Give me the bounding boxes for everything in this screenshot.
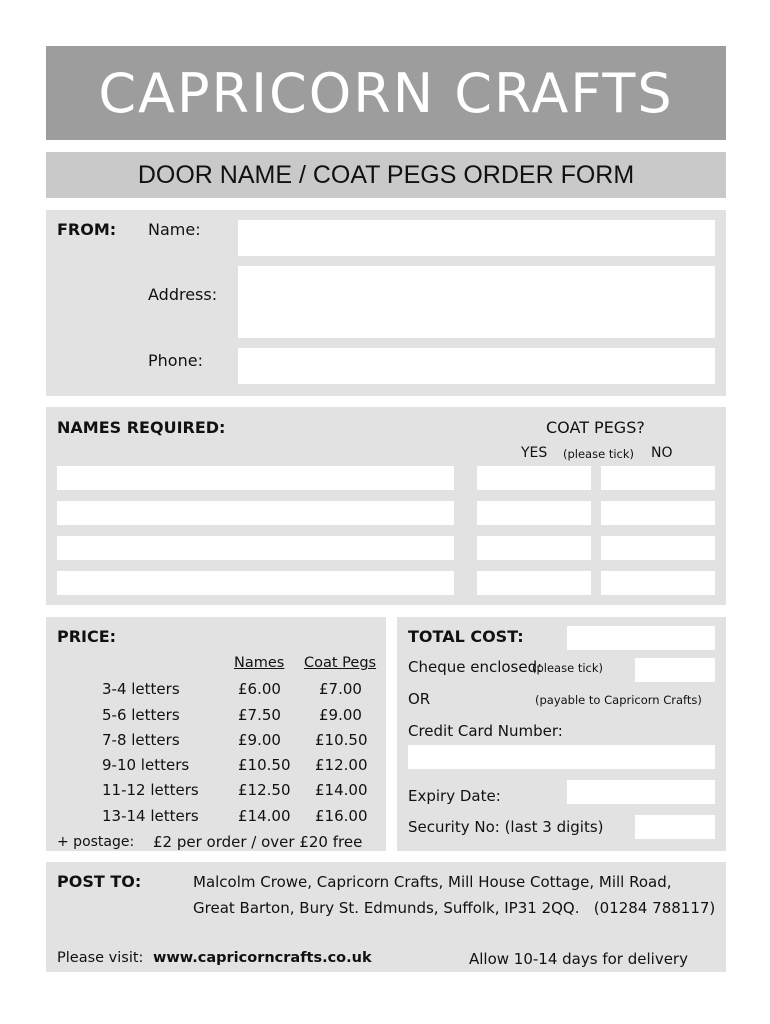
price-letters: 11-12 letters [102, 781, 199, 799]
price-letters: 3-4 letters [102, 680, 180, 698]
visit-label: Please visit: [57, 950, 144, 966]
name-label: Name: [148, 220, 201, 239]
no-label: NO [651, 445, 673, 461]
total-cost-field[interactable] [567, 626, 715, 650]
coat-pegs-yes-box[interactable] [477, 571, 591, 595]
expiry-label: Expiry Date: [408, 787, 501, 805]
name-required-input[interactable] [57, 501, 454, 525]
address-label: Address: [148, 285, 218, 304]
coat-pegs-no-box[interactable] [601, 501, 715, 525]
price-names: £14.00 [238, 807, 291, 825]
form-subtitle: DOOR NAME / COAT PEGS ORDER FORM [137, 161, 635, 189]
yes-label: YES [521, 445, 548, 461]
or-label: OR [408, 690, 431, 708]
coat-pegs-heading: COAT PEGS? [546, 418, 645, 437]
website-link[interactable]: www.capricorncrafts.co.uk [153, 950, 372, 966]
post-to-heading: POST TO: [57, 872, 142, 891]
name-field[interactable] [238, 220, 715, 256]
cheque-tick-box[interactable] [635, 658, 715, 682]
price-coat-pegs: £14.00 [315, 781, 368, 799]
price-coat-pegs: £7.00 [319, 680, 362, 698]
security-label: Security No: (last 3 digits) [408, 818, 604, 836]
price-names: £6.00 [238, 680, 281, 698]
coat-pegs-yes-box[interactable] [477, 501, 591, 525]
cheque-hint: (please tick) [532, 661, 603, 675]
postage-label: + postage: [57, 834, 135, 850]
security-field[interactable] [635, 815, 715, 839]
phone-field[interactable] [238, 348, 715, 384]
price-coat-pegs: £9.00 [319, 706, 362, 724]
names-required-heading: NAMES REQUIRED: [57, 418, 226, 437]
price-coat-pegs: £10.50 [315, 731, 368, 749]
phone-label: Phone: [148, 351, 203, 370]
credit-card-field[interactable] [408, 745, 715, 769]
price-coat-pegs: £16.00 [315, 807, 368, 825]
payable-hint: (payable to Capricorn Crafts) [535, 693, 702, 707]
total-cost-heading: TOTAL COST: [408, 627, 524, 646]
postal-address-line1: Malcolm Crowe, Capricorn Crafts, Mill House Cottage, Mill Road, [193, 873, 672, 891]
coat-pegs-yes-box[interactable] [477, 536, 591, 560]
delivery-note: Allow 10-14 days for delivery [469, 950, 688, 968]
price-heading: PRICE: [57, 627, 117, 646]
price-letters: 7-8 letters [102, 731, 180, 749]
coat-pegs-no-box[interactable] [601, 571, 715, 595]
page-title: CAPRICORN CRAFTS [98, 62, 674, 125]
price-names: £12.50 [238, 781, 291, 799]
from-heading: FROM: [57, 220, 117, 239]
price-names: £10.50 [238, 756, 291, 774]
postage-text: £2 per order / over £20 free [153, 833, 363, 851]
price-col-names: Names [234, 655, 285, 671]
address-field[interactable] [238, 266, 715, 338]
price-letters: 5-6 letters [102, 706, 180, 724]
price-names: £9.00 [238, 731, 281, 749]
price-letters: 13-14 letters [102, 807, 199, 825]
price-letters: 9-10 letters [102, 756, 190, 774]
credit-card-label: Credit Card Number: [408, 722, 563, 740]
name-required-input[interactable] [57, 536, 454, 560]
cheque-label: Cheque enclosed: [408, 658, 543, 676]
coat-pegs-no-box[interactable] [601, 466, 715, 490]
price-coat-pegs: £12.00 [315, 756, 368, 774]
tick-hint: (please tick) [563, 447, 634, 461]
coat-pegs-yes-box[interactable] [477, 466, 591, 490]
name-required-input[interactable] [57, 466, 454, 490]
name-required-input[interactable] [57, 571, 454, 595]
coat-pegs-no-box[interactable] [601, 536, 715, 560]
expiry-field[interactable] [567, 780, 715, 804]
price-col-coat-pegs: Coat Pegs [304, 655, 377, 671]
postal-address-line2: Great Barton, Bury St. Edmunds, Suffolk, IP31 2QQ. (01284 788117) [193, 899, 716, 917]
price-names: £7.50 [238, 706, 281, 724]
